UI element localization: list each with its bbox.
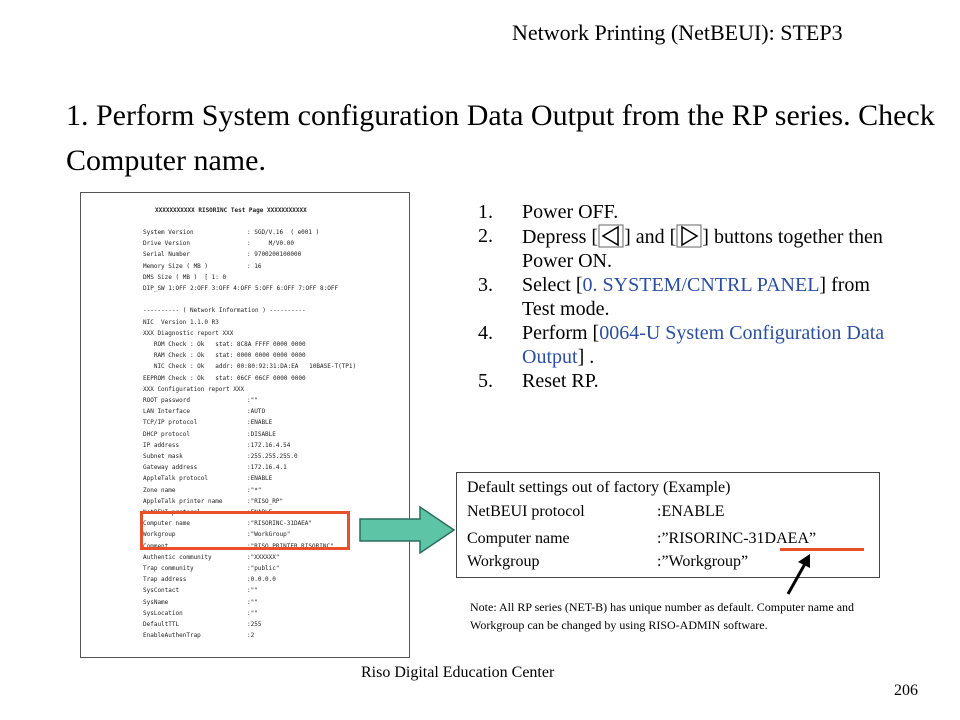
- printout-line-value: :0.0.0.0: [247, 576, 276, 584]
- step-item: 5. Reset RP.: [478, 370, 599, 392]
- note-text: Note: All RP series (NET-B) has unique number as default. Computer name and Workgroup can be changed by using RISO-ADMIN software.: [470, 600, 855, 632]
- printout-line-label: Trap address: [143, 576, 187, 584]
- printout-line-label: Zone name: [143, 486, 176, 494]
- printout-line-value: : M/V0.00: [247, 240, 294, 248]
- printout-line-value: :"RISO_RP": [247, 497, 284, 505]
- settings-label: Workgroup: [467, 553, 540, 570]
- steps-list: [470, 200, 900, 393]
- printout-line-label: SysName: [143, 598, 169, 606]
- pointer-arrow-icon: [784, 552, 814, 596]
- printout-line-label: DMS Size ( MB ) [ 1: 0: [143, 273, 227, 281]
- printout-line-label: NIC Check : Ok addr: 00:80:92:31:DA:EA 10BASE-T(TP1): [143, 363, 357, 371]
- printout-line-value: :255.255.255.0: [247, 453, 298, 460]
- printout-line-value: :ENABLE: [247, 509, 273, 516]
- footer-text: Riso Digital Education Center: [361, 664, 555, 681]
- step-item: 1. Power OFF.: [478, 201, 619, 223]
- printout-line-label: DHCP protocol: [143, 430, 190, 438]
- printout-line-value: :"*": [247, 486, 262, 494]
- printout-line-label: XXX Diagnostic report XXX: [143, 329, 234, 337]
- printout-line-value: :"": [247, 587, 258, 595]
- printout-line-value: :"XXXXXX": [247, 553, 280, 561]
- left-triangle-button-icon: [598, 224, 624, 248]
- printout-line-label: Authentic community: [143, 553, 212, 561]
- printout-line-value: : 16: [247, 262, 262, 270]
- settings-value: :”Workgroup”: [657, 553, 749, 570]
- printout-line-label: TCP/IP protocol: [143, 419, 198, 427]
- test-page-printout: [80, 192, 410, 658]
- printout-line-label: Trap community: [143, 565, 194, 572]
- printout-line-label: LAN Interface: [143, 408, 190, 416]
- settings-value: :ENABLE: [657, 503, 725, 520]
- printout-line-value: :172.16.4.1: [247, 464, 287, 472]
- slide-header: Network Printing (NetBEUI): STEP3: [512, 20, 843, 45]
- printout-line-value: :"RISORINC-31DAEA": [247, 520, 313, 528]
- printout-line-label: SysLocation: [143, 609, 183, 617]
- step-item: 4. Perform [0064-U System Configuration Data Output] .: [478, 322, 885, 368]
- printout-line-value: :"public": [247, 565, 280, 572]
- printout-line-label: SysContact: [143, 587, 180, 595]
- page-number: 206: [894, 682, 918, 699]
- printout-line-label: EnableAuthenTrap: [143, 632, 201, 640]
- printout-line-label: Computer name: [143, 520, 190, 528]
- printout-line-label: ---------- ( Network Information ) ----------: [143, 307, 306, 315]
- printout-line-label: Serial Number: [143, 251, 190, 259]
- printout-line-label: XXX Configuration report XXX: [143, 385, 245, 393]
- printout-line-label: Workgroup: [143, 531, 176, 539]
- printout-line-label: Memory Size ( MB ): [143, 262, 209, 270]
- printout-line-value: :2: [247, 632, 255, 640]
- step-item: 3. Select [0. SYSTEM/CNTRL PANEL] from Test mode.: [478, 274, 870, 320]
- default-settings-box: [456, 472, 880, 578]
- printout-line-label: DIP_SW 1:OFF 2:OFF 3:OFF 4:OFF 5:OFF 6:OFF 7:OFF 8:OFF: [143, 285, 339, 292]
- settings-label: Computer name: [467, 530, 570, 547]
- settings-value: :”RISORINC-31DAEA”: [657, 530, 817, 547]
- printout-line-label: ROOT password: [143, 397, 190, 404]
- printout-line-label: AppleTalk printer name: [143, 497, 223, 505]
- printout-line-label: EEPROM Check : Ok stat: 06CF 06CF 0000 0000: [143, 374, 306, 382]
- right-arrow-icon: [358, 505, 458, 555]
- printout-line-label: Drive Version: [143, 240, 190, 248]
- computer-name-underline: [780, 548, 864, 551]
- printout-line-label: Subnet mask: [143, 453, 183, 460]
- printout-line-label: System Version: [143, 229, 194, 236]
- printout-heading: XXXXXXXXXXX RISORINC Test Page XXXXXXXXXXX: [155, 207, 307, 214]
- printout-line-value: :AUTO: [247, 408, 266, 416]
- printout-line-label: NIC Version 1.1.0 R3: [143, 318, 219, 326]
- printout-line-value: : 9700200100000: [247, 251, 302, 259]
- printout-line-value: :"": [247, 397, 258, 404]
- settings-box-title: Default settings out of factory (Example): [467, 479, 731, 496]
- step-item: 2. Depress [ ] and [ ] buttons together then Power ON.: [478, 225, 883, 272]
- printout-line-value: :"RISO PRINTER RISORINC": [247, 542, 334, 550]
- printout-line-value: :ENABLE: [247, 475, 273, 483]
- printout-line-value: :"": [247, 609, 258, 617]
- printout-line-label: RAM Check : Ok stat: 0000 0000 0000 0000: [143, 352, 306, 360]
- printout-line-value: :255: [247, 621, 262, 628]
- printout-line-label: IP address: [143, 441, 180, 449]
- printout-line-label: DefaultTTL: [143, 621, 180, 628]
- slide-title: 1. Perform System configuration Data Output from the RP series. Check Computer name.: [66, 99, 935, 177]
- settings-label: NetBEUI protocol: [467, 503, 585, 520]
- highlight-box: [140, 511, 350, 550]
- printout-line-label: Gateway address: [143, 464, 198, 472]
- printout-line-label: Comment: [143, 542, 169, 550]
- printout-line-value: :"": [247, 598, 258, 606]
- printout-line-value: : SGD/V.16 ( e001 ): [247, 229, 320, 236]
- printout-line-label: ROM Check : Ok stat: 8C8A FFFF 0000 0000: [143, 341, 306, 348]
- right-triangle-button-icon: [676, 224, 702, 248]
- printout-line-label: NetBEUI protocol: [143, 509, 201, 516]
- printout-line-value: :"WorkGroup": [247, 531, 291, 539]
- printout-line-value: :DISABLE: [247, 430, 276, 438]
- printout-line-value: :ENABLE: [247, 419, 273, 427]
- printout-line-value: :172.16.4.54: [247, 441, 291, 449]
- printout-line-label: AppleTalk protocol: [143, 475, 209, 483]
